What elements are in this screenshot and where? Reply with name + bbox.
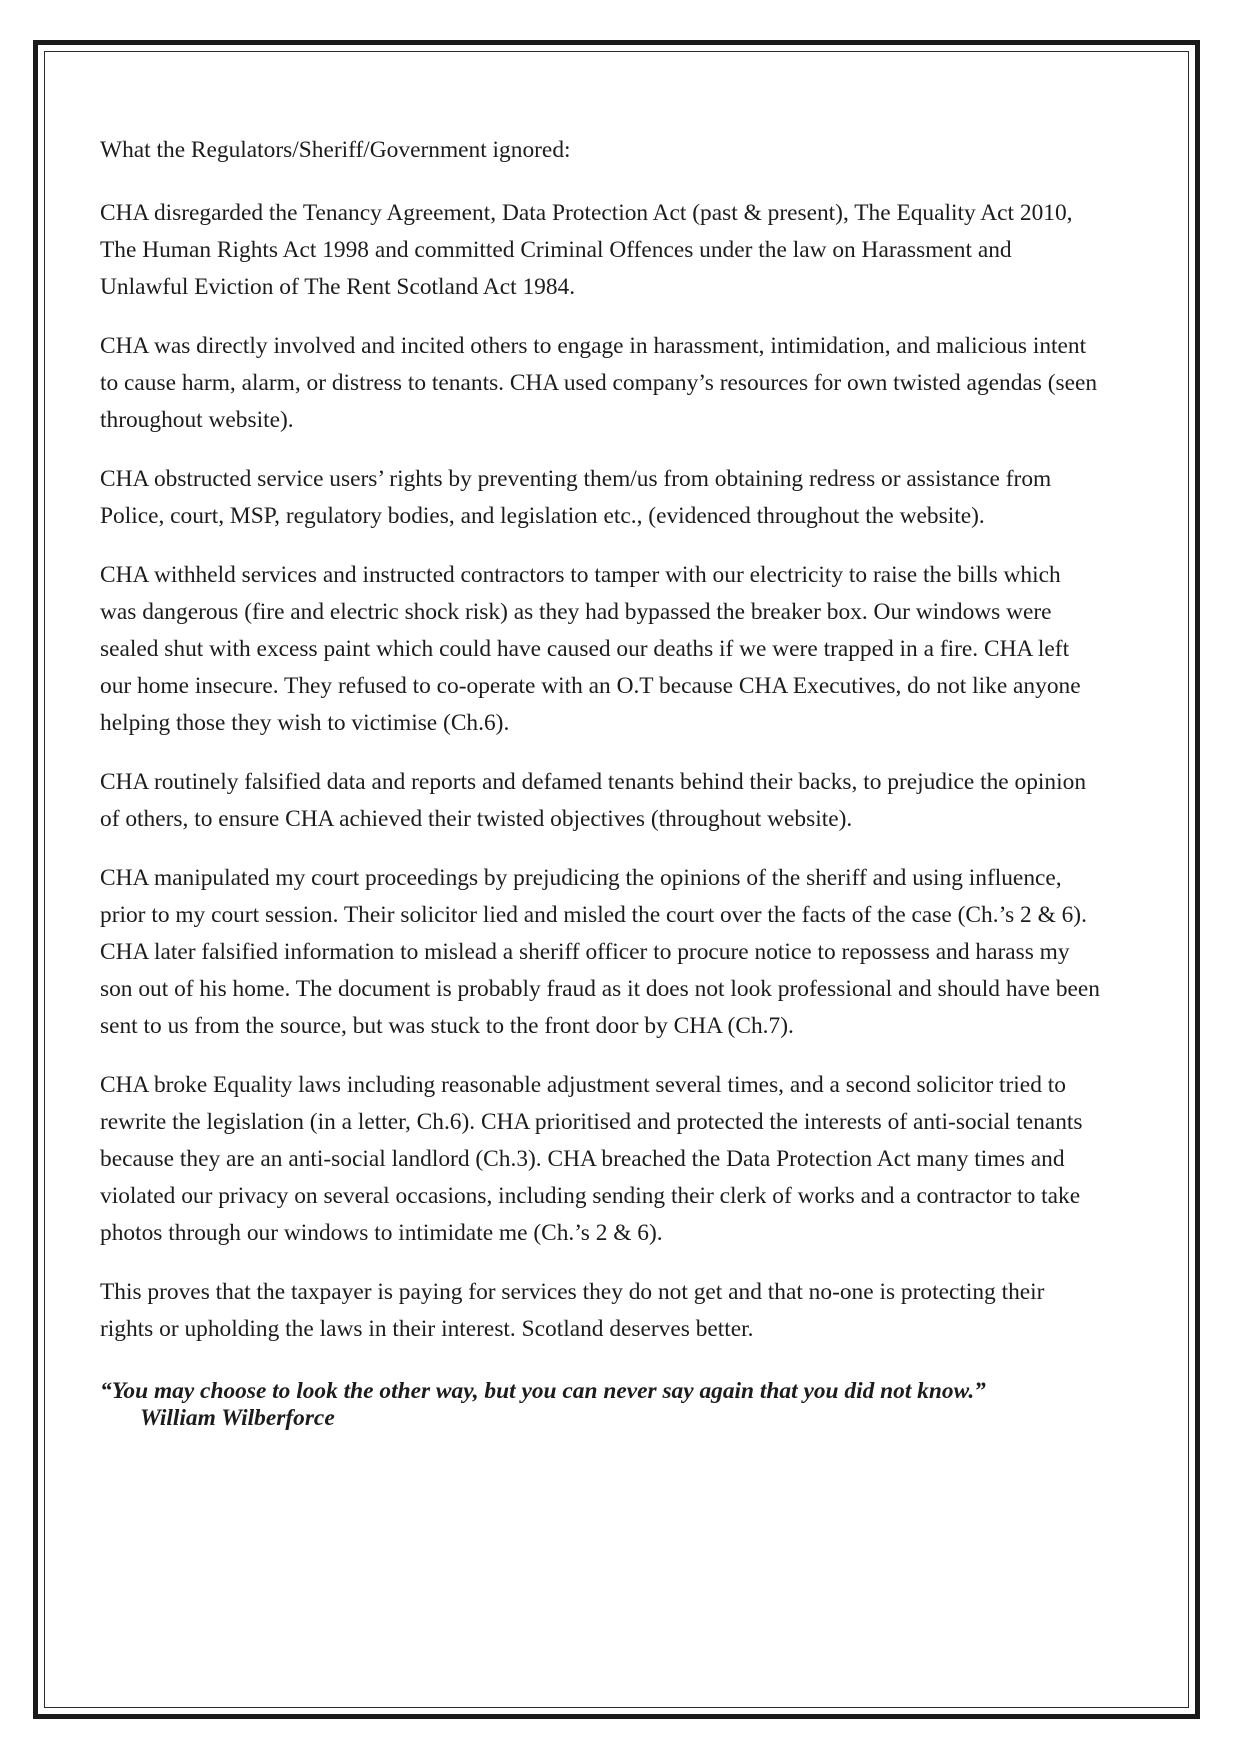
quote-author: William Wilberforce — [140, 1405, 335, 1431]
paragraph-court: CHA manipulated my court proceedings by prejudicing the opinions of the sheriff and using influence, prior to my court session. Their solicitor lied and misled the court over the facts of the case (Ch.’s 2 & 6). CHA later falsified information to mislead a sheriff officer to procure notice to repossess and harass my son out of his home. The document is probably fraud as it does not look professional and should have been sent to us from the source, but was stuck to the front door by CHA (Ch.7). — [100, 865, 1100, 1039]
document-body — [100, 132, 1100, 1432]
paragraph-conclusion: This proves that the taxpayer is paying for services they do not get and that no-one is protecting their rights or upholding the laws in their interest. Scotland deserves better. — [100, 1279, 1045, 1342]
document-heading: What the Regulators/Sheriff/Government ignored: — [100, 137, 571, 163]
closing-quote — [100, 1378, 1100, 1432]
paragraph-obstruction: CHA obstructed service users’ rights by preventing them/us from obtaining redress or assistance from Police, court, MSP, regulatory bodies, and legislation etc., (evidenced throughout the website). — [100, 466, 1052, 529]
paragraph-services: CHA withheld services and instructed contractors to tamper with our electricity to raise the bills which was dangerous (fire and electric shock risk) as they had bypassed the breaker box. Our windows were sealed shut with excess paint which could have caused our deaths if we were trapped in a fire. CHA left our home insecure. They refused to co-operate with an O.T because CHA Executives, do not like anyone helping those they wish to victimise (Ch.6). — [100, 562, 1081, 736]
paragraph-equality: CHA broke Equality laws including reasonable adjustment several times, and a second solicitor tried to rewrite the legislation (in a letter, Ch.6). CHA prioritised and protected the interests of anti-social tenants because they are an anti-social landlord (Ch.3). CHA breached the Data Protection Act many times and violated our privacy on several occasions, including sending their clerk of works and a contractor to take photos through our windows to intimidate me (Ch.’s 2 & 6). — [100, 1072, 1083, 1246]
paragraph-falsified-data: CHA routinely falsified data and reports and defamed tenants behind their backs, to prejudice the opinion of others, to ensure CHA achieved their twisted objectives (throughout website). — [100, 769, 1087, 832]
paragraph-legislation: CHA disregarded the Tenancy Agreement, Data Protection Act (past & present), The Equality Act 2010, The Human Rights Act 1998 and committed Criminal Offences under the law on Harassment and Unlawful Eviction of The Rent Scotland Act 1984. — [100, 200, 1073, 300]
quote-text: “You may choose to look the other way, but you can never say again that you did not know.” — [100, 1378, 986, 1404]
paragraph-harassment: CHA was directly involved and incited others to engage in harassment, intimidation, and malicious intent to cause harm, alarm, or distress to tenants. CHA used company’s resources for own twisted agendas (seen throughout website). — [100, 333, 1098, 433]
